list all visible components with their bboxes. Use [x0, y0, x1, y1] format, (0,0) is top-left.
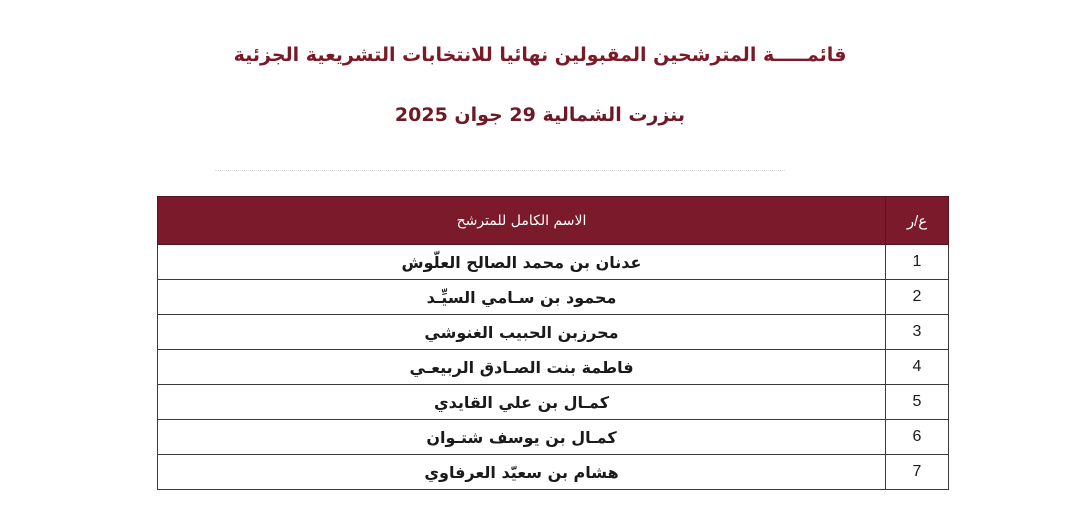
row-number: 3 [886, 315, 949, 350]
candidates-table [157, 196, 949, 490]
faint-separator [215, 170, 785, 171]
row-number: 4 [886, 350, 949, 385]
row-number: 6 [886, 420, 949, 455]
table-row [158, 385, 949, 420]
table-body [158, 245, 949, 490]
candidate-name: كمـال بن علي القايدي [158, 385, 886, 420]
candidate-name: هشام بن سعيّد العرفاوي [158, 455, 886, 490]
table-row [158, 245, 949, 280]
table-row [158, 315, 949, 350]
table-row [158, 455, 949, 490]
row-number: 7 [886, 455, 949, 490]
table-header [158, 197, 949, 245]
candidate-name: محرزبن الحبيب الغنوشي [158, 315, 886, 350]
row-number: 1 [886, 245, 949, 280]
document-title: قائمـــــة المترشحين المقبولين نهائيا للانتخابات التشريعية الجزئية [233, 44, 847, 66]
header-number: ع/ر [886, 197, 949, 245]
row-number: 2 [886, 280, 949, 315]
candidate-name: فاطمة بنت الصـادق الربيعـي [158, 350, 886, 385]
header-full-name: الاسم الكامل للمترشح [158, 197, 886, 245]
table-row [158, 420, 949, 455]
candidate-name: محمود بن سـامي السيِّـد [158, 280, 886, 315]
table-row [158, 350, 949, 385]
header-row [158, 197, 949, 245]
table-row [158, 280, 949, 315]
candidate-name: كمـال بن يوسف شتـوان [158, 420, 886, 455]
candidate-name: عدنان بن محمد الصالح العلّوش [158, 245, 886, 280]
document-subtitle: بنزرت الشمالية 29 جوان 2025 [394, 104, 686, 126]
row-number: 5 [886, 385, 949, 420]
